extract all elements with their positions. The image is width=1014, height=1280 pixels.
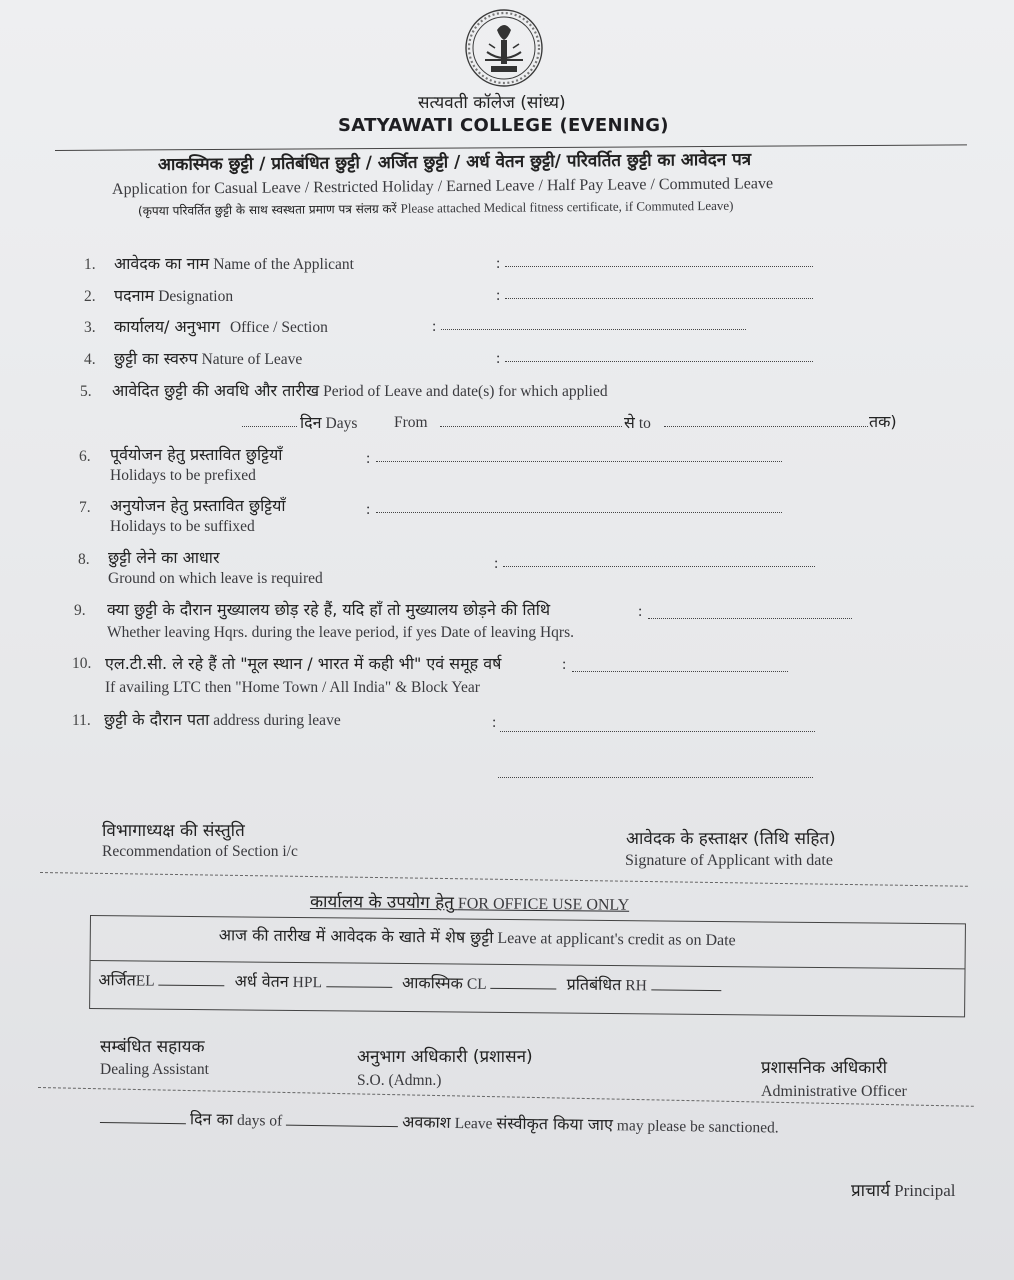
days-label <box>300 411 357 433</box>
days-count-field[interactable] <box>242 426 297 427</box>
label-english: Holidays to be prefixed <box>110 467 256 484</box>
label-english: Designation <box>158 288 234 305</box>
college-name-english: SATYAWATI COLLEGE (EVENING) <box>338 115 669 136</box>
recommendation-hindi: विभागाध्यक्ष की संस्तुति <box>102 821 245 841</box>
separator-dashed <box>40 872 968 887</box>
to-label <box>624 411 651 433</box>
applicant-name-field[interactable] <box>505 266 813 267</box>
days-of-english: days of <box>236 1111 283 1130</box>
address-field-line-2[interactable] <box>498 777 813 778</box>
form-title-hindi: आकस्मिक छुट्टी / प्रतिबंधित छुट्टी / अर्जित छुट्टी / अर्ध वेतन छुट्टी/ परिवर्तित छुट्टी का आवेदन पत्र <box>157 149 752 175</box>
colon: : <box>562 656 567 673</box>
medical-certificate-note <box>138 197 734 220</box>
label-english: Nature of Leave <box>201 351 303 368</box>
field-label-nature-of-leave <box>114 347 302 369</box>
credit-english: Leave at applicant's credit as on Date <box>497 929 736 950</box>
days-hindi: दिन <box>300 413 322 432</box>
label-english: Ground on which leave is required <box>108 570 323 587</box>
se-hindi: से <box>624 413 635 432</box>
cl-balance-field[interactable] <box>491 974 557 990</box>
form-title-english: Application for Casual Leave / Restricted Holiday / Earned Leave / Half Pay Leave / Commuted Leave <box>111 175 774 198</box>
field-number: 11. <box>72 712 91 729</box>
hpl-english: HPL <box>292 973 323 992</box>
label-english: Holidays to be suffixed <box>110 518 255 535</box>
el-hindi: अर्जित <box>98 970 136 990</box>
field-label-applicant-name <box>114 252 354 274</box>
address-field-line-1[interactable] <box>500 731 815 732</box>
colon: : <box>496 350 501 367</box>
sanction-days-field[interactable] <box>100 1108 186 1124</box>
label-hindi: अनुयोजन हेतु प्रस्तावित छुट्टियाँ <box>110 496 286 515</box>
dealing-assistant-hindi: सम्बंधित सहायक <box>100 1037 205 1057</box>
colon: : <box>366 450 371 467</box>
colon: : <box>496 255 501 272</box>
office-use-hindi: कार्यालय के उपयोग हेतु <box>309 892 454 914</box>
sanction-leave-type-field[interactable] <box>286 1111 398 1128</box>
label-english: Office / Section <box>229 319 328 336</box>
label-english: If availing LTC then "Home Town / All India" & Block Year <box>105 679 480 696</box>
colon: : <box>638 603 643 620</box>
leave-balance-row <box>98 968 721 996</box>
section-officer-english: S.O. (Admn.) <box>357 1072 442 1089</box>
applicant-signature-english: Signature of Applicant with date <box>625 852 833 869</box>
colon: : <box>494 555 499 572</box>
label-english: address during leave <box>213 712 341 729</box>
sanctioned-hindi: संस्वीकृत किया जाए <box>496 1113 614 1135</box>
label-english: Period of Leave and date(s) for which applied <box>323 383 608 400</box>
principal-english: Principal <box>894 1181 956 1200</box>
credit-box-divider <box>91 960 965 969</box>
avkash-hindi: अवकाश <box>402 1112 451 1132</box>
field-number: 5. <box>80 383 92 400</box>
label-hindi: आवेदक का नाम <box>114 254 210 273</box>
field-label-period-of-leave <box>112 379 608 401</box>
administrative-officer-hindi: प्रशासनिक अधिकारी <box>761 1058 888 1078</box>
field-label-designation <box>114 284 233 306</box>
principal-signature <box>851 1178 956 1201</box>
principal-hindi: प्राचार्य <box>851 1181 891 1201</box>
suffixed-holidays-field[interactable] <box>376 512 782 513</box>
field-number: 8. <box>78 551 90 568</box>
field-number: 4. <box>84 351 96 368</box>
office-section-field[interactable] <box>441 329 746 330</box>
label-hindi: छुट्टी के दौरान पता <box>104 710 210 729</box>
prefixed-holidays-field[interactable] <box>376 461 782 462</box>
label-hindi: छुट्टी लेने का आधार <box>108 548 220 567</box>
label-hindi: क्या छुट्टी के दौरान मुख्यालय छोड़ रहे हैं, यदि हाँ तो मुख्यालय छोड़ने की तिथि <box>107 600 551 619</box>
field-number: 3. <box>84 319 96 336</box>
college-name-hindi: सत्यवती कॉलेज (सांध्य) <box>418 93 566 113</box>
to-date-field[interactable] <box>664 426 868 427</box>
cl-hindi: आकस्मिक <box>401 972 463 993</box>
credit-caption <box>219 923 736 950</box>
field-label-address <box>104 708 341 730</box>
to-english: to <box>638 415 651 432</box>
sanctioned-english: may please be sanctioned. <box>616 1117 779 1137</box>
hpl-hindi: अर्ध वेतन <box>234 971 289 991</box>
office-use-title <box>310 889 629 915</box>
leaving-hqrs-date-field[interactable] <box>648 618 852 619</box>
colon: : <box>492 714 497 731</box>
field-number: 2. <box>84 288 96 305</box>
label-english: Name of the Applicant <box>213 256 354 273</box>
tak-label: तक) <box>869 412 897 431</box>
administrative-officer-english: Administrative Officer <box>761 1083 907 1100</box>
field-number: 6. <box>79 448 91 465</box>
label-hindi: छुट्टी का स्वरुप <box>114 349 198 368</box>
colon: : <box>432 318 437 335</box>
from-label: From <box>394 414 428 431</box>
ground-for-leave-field[interactable] <box>503 566 815 567</box>
note-hindi: (कृपया परिवर्तित छुट्टी के साथ स्वस्थता प्रमाण पत्र संलग्र करें <box>137 201 397 218</box>
rh-balance-field[interactable] <box>651 975 721 991</box>
cl-english: CL <box>466 975 487 993</box>
ltc-field[interactable] <box>572 671 788 672</box>
label-english: Whether leaving Hqrs. during the leave period, if yes Date of leaving Hqrs. <box>107 624 574 641</box>
el-english: EL <box>135 972 155 990</box>
days-english: Days <box>325 415 358 432</box>
hpl-balance-field[interactable] <box>326 972 392 988</box>
rh-hindi: प्रतिबंधित <box>566 974 622 995</box>
colon: : <box>496 287 501 304</box>
sanction-line <box>100 1106 779 1137</box>
nature-of-leave-field[interactable] <box>505 361 813 362</box>
field-label-office-section <box>114 315 328 337</box>
label-hindi: पूर्वयोजन हेतु प्रस्तावित छुट्टियाँ <box>110 445 283 464</box>
recommendation-english: Recommendation of Section i/c <box>102 843 298 860</box>
label-hindi: एल.टी.सी. ले रहे हैं तो "मूल स्थान / भारत में कही भी" एवं समूह वर्ष <box>105 654 502 673</box>
field-number: 7. <box>79 499 91 516</box>
designation-field[interactable] <box>505 298 813 299</box>
applicant-signature-hindi: आवेदक के हस्ताक्षर (तिथि सहित) <box>626 829 836 849</box>
section-officer-hindi: अनुभाग अधिकारी (प्रशासन) <box>357 1047 533 1067</box>
rh-english: RH <box>625 977 647 995</box>
leave-credit-box <box>89 915 966 1017</box>
dealing-assistant-english: Dealing Assistant <box>100 1061 209 1078</box>
college-seal-icon <box>461 8 547 94</box>
el-balance-field[interactable] <box>159 971 225 987</box>
field-number: 10. <box>72 655 92 672</box>
din-ka-hindi: दिन का <box>189 1109 234 1129</box>
note-english: Please attached Medical fitness certificate, if Commuted Leave) <box>400 197 734 216</box>
from-date-field[interactable] <box>440 426 622 427</box>
field-number: 1. <box>84 256 96 273</box>
label-hindi: कार्यालय/ अनुभाग <box>114 317 220 336</box>
label-hindi: आवेदित छुट्टी की अवधि और तारीख <box>112 381 320 400</box>
colon: : <box>366 501 371 518</box>
office-use-english: FOR OFFICE USE ONLY <box>457 895 630 914</box>
leave-english: Leave <box>454 1114 493 1133</box>
credit-hindi: आज की तारीख में आवेदक के खाते में शेष छुट्टी <box>218 925 494 947</box>
label-hindi: पदनाम <box>114 286 155 305</box>
field-number: 9. <box>74 602 86 619</box>
